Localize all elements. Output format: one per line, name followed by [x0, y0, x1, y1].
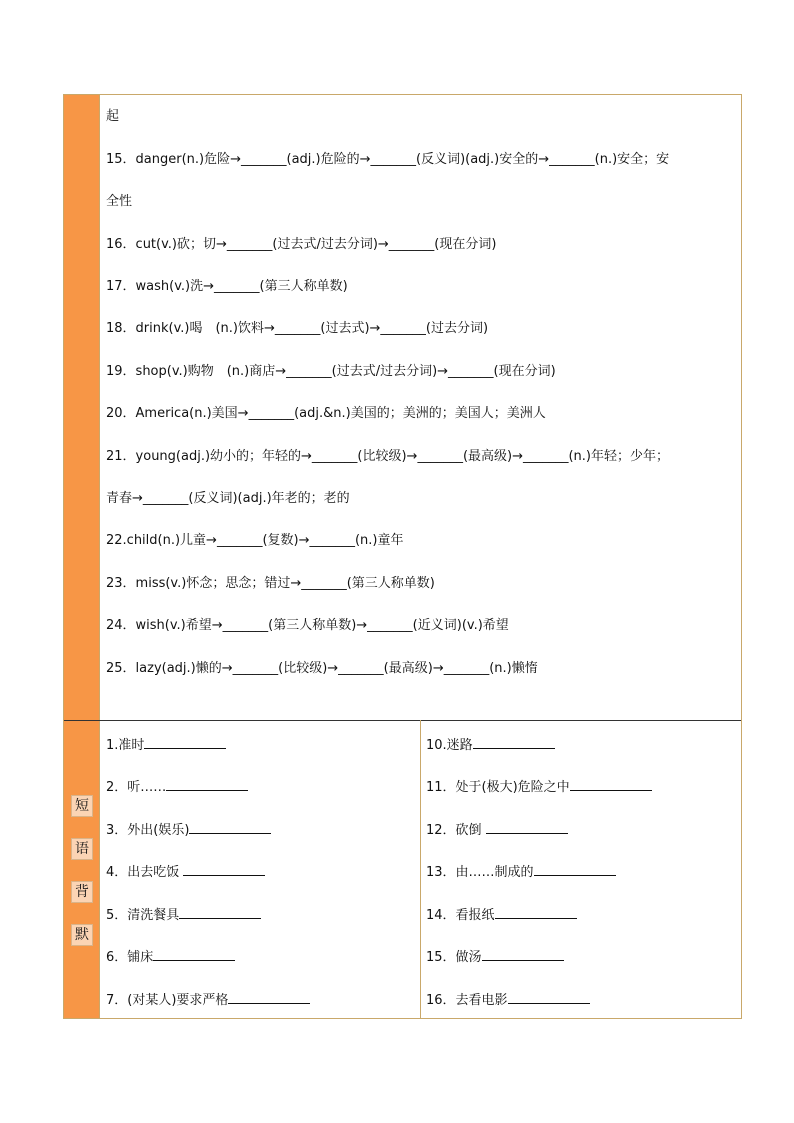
answer-blank[interactable]	[486, 821, 568, 834]
answer-blank[interactable]	[473, 736, 555, 749]
vocab-line: 青春→_______(反义词)(adj.)年老的；老的	[106, 491, 350, 506]
vocab-line: 20．America(n.)美国→_______(adj.&n.)美国的；美洲的；美国人；美洲人	[106, 406, 546, 421]
vocab-line: 16．cut(v.)砍；切→_______(过去式/过去分词)→_______(现在分词)	[106, 237, 497, 252]
vocab-line: 起	[106, 109, 120, 124]
phrase-item: 13．由……制成的	[426, 863, 616, 881]
phrase-item: 1.准时	[106, 736, 226, 754]
side-label-char: 默	[71, 924, 93, 946]
answer-blank[interactable]	[144, 736, 226, 749]
answer-blank[interactable]	[153, 948, 235, 961]
phrase-item: 7．(对某人)要求严格	[106, 991, 310, 1009]
phrase-item: 2．听……	[106, 778, 248, 796]
phrase-item: 11．处于(极大)危险之中	[426, 778, 652, 796]
vocab-line: 19．shop(v.)购物 (n.)商店→_______(过去式/过去分词)→_______(现在分词)	[106, 364, 556, 379]
vocab-line: 15．danger(n.)危险→_______(adj.)危险的→_______(反义词)(adj.)安全的→_______(n.)安全；安	[106, 152, 670, 167]
answer-blank[interactable]	[183, 863, 265, 876]
answer-blank[interactable]	[570, 778, 652, 791]
side-label-char: 背	[71, 881, 93, 903]
vocab-line: 全性	[106, 194, 133, 209]
phrase-item: 3．外出(娱乐)	[106, 821, 271, 839]
vocab-line: 23．miss(v.)怀念；思念；错过→_______(第三人称单数)	[106, 576, 435, 591]
vocab-line: 22.child(n.)儿童→_______(复数)→_______(n.)童年	[106, 533, 404, 548]
vocab-line: 21．young(adj.)幼小的；年轻的→_______(比较级)→_______(最高级)→_______(n.)年轻；少年；	[106, 449, 670, 464]
phrase-item: 14．看报纸	[426, 906, 577, 924]
answer-blank[interactable]	[534, 863, 616, 876]
vocab-side-bar	[64, 95, 100, 720]
side-label-char: 语	[71, 838, 93, 860]
phrase-item: 15．做汤	[426, 948, 564, 966]
vocab-line: 24．wish(v.)希望→_______(第三人称单数)→_______(近义词)(v.)希望	[106, 618, 509, 633]
phrase-item: 16．去看电影	[426, 991, 590, 1009]
vocab-line: 25．lazy(adj.)懒的→_______(比较级)→_______(最高级)→_______(n.)懒惰	[106, 661, 538, 676]
answer-blank[interactable]	[189, 821, 271, 834]
phrase-item: 5．清洗餐具	[106, 906, 261, 924]
phrase-side-bar	[64, 720, 100, 1018]
vocab-line: 17．wash(v.)洗→_______(第三人称单数)	[106, 279, 348, 294]
vocab-line: 18．drink(v.)喝 (n.)饮料→_______(过去式)→_______(过去分词)	[106, 321, 489, 336]
answer-blank[interactable]	[166, 778, 248, 791]
side-label-char: 短	[71, 795, 93, 817]
section-divider	[64, 720, 741, 721]
worksheet-table	[63, 94, 742, 1019]
phrase-item: 10.迷路	[426, 736, 555, 754]
answer-blank[interactable]	[179, 906, 261, 919]
answer-blank[interactable]	[508, 991, 590, 1004]
answer-blank[interactable]	[228, 991, 310, 1004]
phrase-item: 6．铺床	[106, 948, 235, 966]
phrase-item: 12．砍倒	[426, 821, 568, 839]
answer-blank[interactable]	[482, 948, 564, 961]
column-divider	[420, 720, 421, 1018]
answer-blank[interactable]	[495, 906, 577, 919]
phrase-item: 4．出去吃饭	[106, 863, 265, 881]
